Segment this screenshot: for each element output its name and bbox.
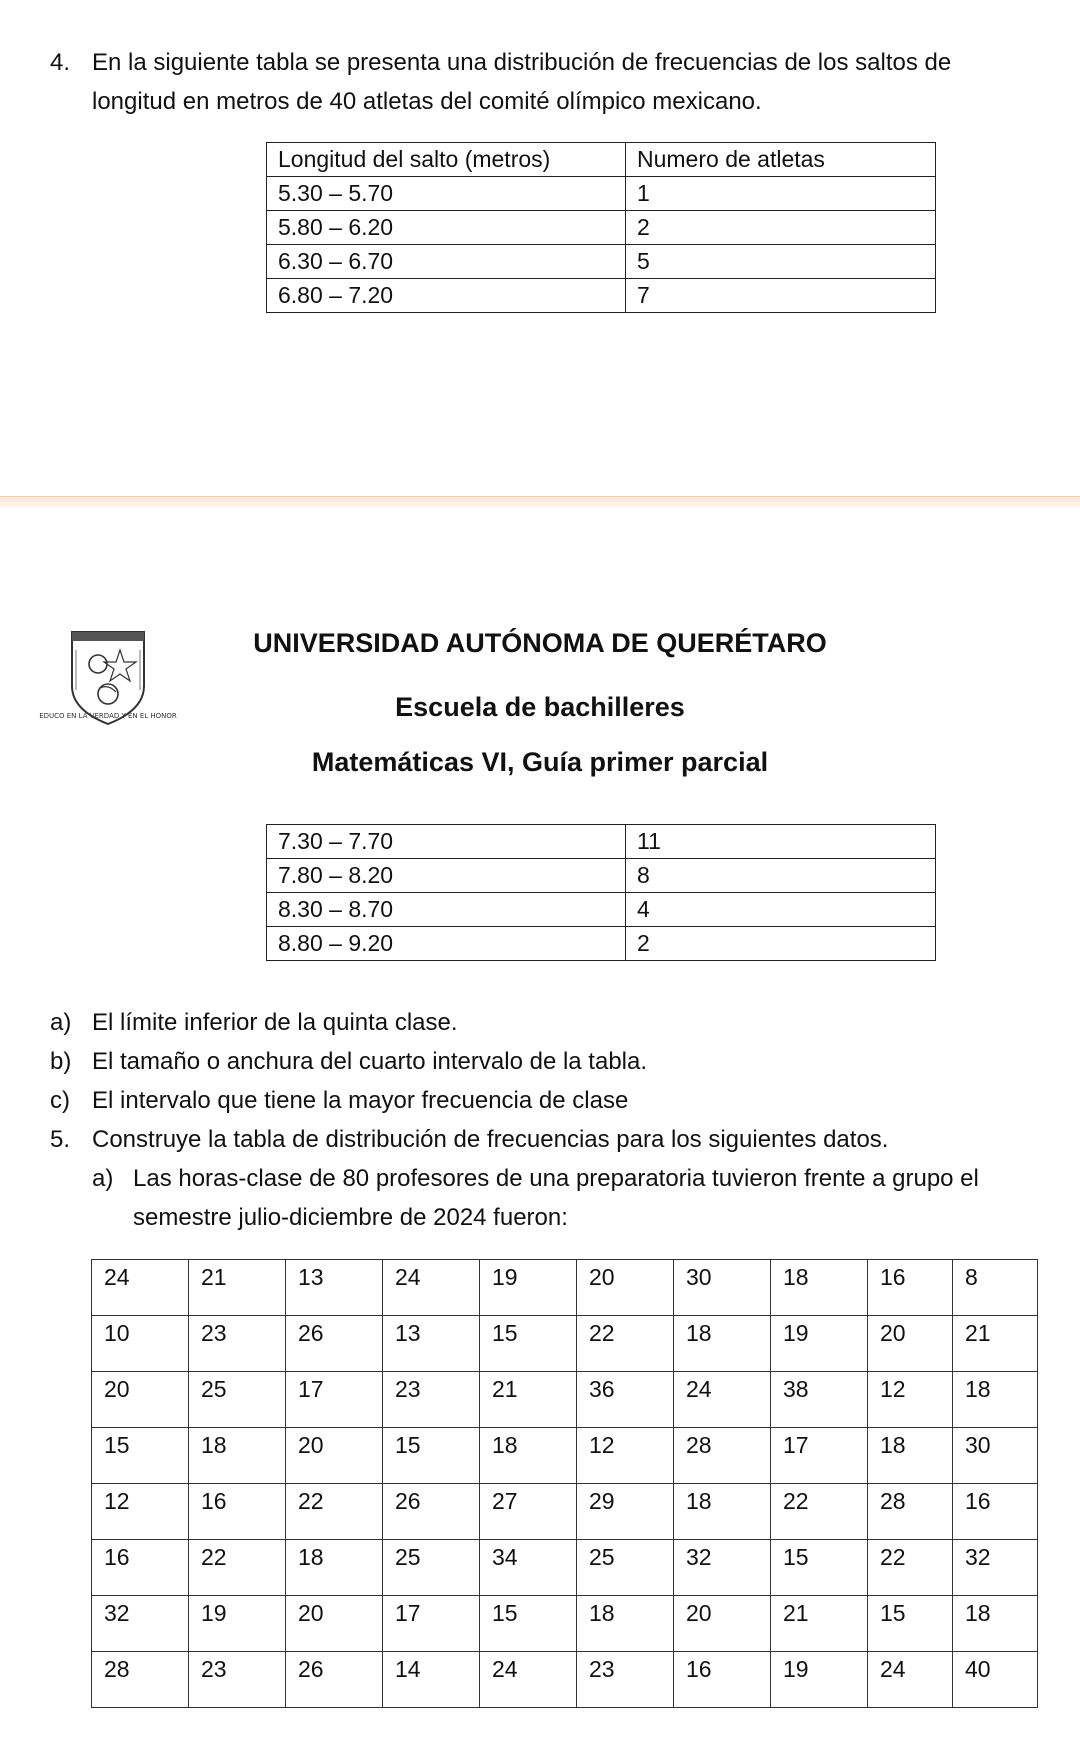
table-cell: 5 <box>626 245 936 279</box>
table-row <box>267 859 936 893</box>
data-cell: 14 <box>383 1652 480 1708</box>
question-a-text: El límite inferior de la quinta clase. <box>92 1009 458 1036</box>
data-cell: 20 <box>286 1596 383 1652</box>
table-cell: 8.80 – 9.20 <box>267 927 626 961</box>
table-cell: 5.30 – 5.70 <box>267 177 626 211</box>
table-row <box>92 1372 1038 1428</box>
header-cell-athletes: Numero de atletas <box>626 143 936 177</box>
frequency-table-bottom <box>266 824 936 961</box>
table-row <box>92 1260 1038 1316</box>
data-cell: 13 <box>383 1316 480 1372</box>
data-cell: 30 <box>953 1428 1038 1484</box>
data-cell: 32 <box>953 1540 1038 1596</box>
table-cell: 6.80 – 7.20 <box>267 279 626 313</box>
table-row <box>92 1652 1038 1708</box>
data-cell: 27 <box>480 1484 577 1540</box>
data-cell: 13 <box>286 1260 383 1316</box>
table-cell: 8 <box>626 859 936 893</box>
data-cell: 18 <box>286 1540 383 1596</box>
data-cell: 22 <box>286 1484 383 1540</box>
data-cell: 16 <box>674 1652 771 1708</box>
data-cell: 25 <box>577 1540 674 1596</box>
table-cell: 7.30 – 7.70 <box>267 825 626 859</box>
data-cell: 15 <box>480 1316 577 1372</box>
data-cell: 19 <box>480 1260 577 1316</box>
question-c-text: El intervalo que tiene la mayor frecuencia de clase <box>92 1087 629 1114</box>
q4-text-line1: En la siguiente tabla se presenta una distribución de frecuencias de los saltos de <box>92 49 952 76</box>
data-cell: 24 <box>383 1260 480 1316</box>
data-cell: 28 <box>868 1484 953 1540</box>
data-cell: 22 <box>577 1316 674 1372</box>
q5-text: Construye la tabla de distribución de frecuencias para los siguientes datos. <box>92 1126 889 1153</box>
data-cell: 12 <box>577 1428 674 1484</box>
table-cell: 6.30 – 6.70 <box>267 245 626 279</box>
table-cell: 7.80 – 8.20 <box>267 859 626 893</box>
table-row <box>267 893 936 927</box>
data-cell: 28 <box>92 1652 189 1708</box>
table-cell: 1 <box>626 177 936 211</box>
data-cell: 20 <box>868 1316 953 1372</box>
q5-sub-line1: Las horas-clase de 80 profesores de una preparatoria tuvieron frente a grupo el <box>133 1165 979 1192</box>
data-cell: 21 <box>953 1316 1038 1372</box>
table-cell: 11 <box>626 825 936 859</box>
data-cell: 30 <box>674 1260 771 1316</box>
frequency-table-top <box>266 142 936 313</box>
table-row <box>92 1484 1038 1540</box>
data-cell: 24 <box>868 1652 953 1708</box>
data-cell: 18 <box>674 1484 771 1540</box>
data-cell: 15 <box>771 1540 868 1596</box>
data-cell: 16 <box>868 1260 953 1316</box>
data-cell: 23 <box>189 1316 286 1372</box>
data-cell: 22 <box>189 1540 286 1596</box>
q5-sub-label: a) <box>92 1165 114 1192</box>
data-cell: 10 <box>92 1316 189 1372</box>
course-title: Matemáticas VI, Guía primer parcial <box>311 747 769 777</box>
data-cell: 17 <box>383 1596 480 1652</box>
page-break-divider <box>0 496 1080 507</box>
data-cell: 28 <box>674 1428 771 1484</box>
question-c-label: c) <box>50 1087 70 1114</box>
data-cell: 21 <box>189 1260 286 1316</box>
logo-motto: EDUCO EN LA VERDAD Y EN EL HONOR <box>39 712 177 720</box>
table-cell: 5.80 – 6.20 <box>267 211 626 245</box>
data-cell: 21 <box>480 1372 577 1428</box>
data-cell: 8 <box>953 1260 1038 1316</box>
data-cell: 18 <box>577 1596 674 1652</box>
data-cell: 18 <box>480 1428 577 1484</box>
data-cell: 19 <box>771 1652 868 1708</box>
table-row <box>92 1316 1038 1372</box>
data-cell: 18 <box>189 1428 286 1484</box>
data-cell: 20 <box>577 1260 674 1316</box>
question-a-label: a) <box>50 1009 72 1036</box>
data-cell: 12 <box>868 1372 953 1428</box>
school-name: Escuela de bachilleres <box>395 692 685 722</box>
data-cell: 15 <box>92 1428 189 1484</box>
data-cell: 24 <box>674 1372 771 1428</box>
q4-number: 4. <box>50 49 71 76</box>
data-cell: 22 <box>868 1540 953 1596</box>
data-cell: 18 <box>953 1372 1038 1428</box>
data-cell: 18 <box>771 1260 868 1316</box>
data-cell: 17 <box>286 1372 383 1428</box>
question-b-text: El tamaño o anchura del cuarto intervalo de la tabla. <box>92 1048 648 1075</box>
table-cell: 4 <box>626 893 936 927</box>
table-cell: 8.30 – 8.70 <box>267 893 626 927</box>
header-cell-length: Longitud del salto (metros) <box>267 143 626 177</box>
data-cell: 19 <box>189 1596 286 1652</box>
data-cell: 36 <box>577 1372 674 1428</box>
data-cell: 16 <box>189 1484 286 1540</box>
data-cell: 18 <box>953 1596 1038 1652</box>
q4-text-line2: longitud en metros de 40 atletas del comité olímpico mexicano. <box>92 88 762 115</box>
data-cell: 15 <box>868 1596 953 1652</box>
data-cell: 29 <box>577 1484 674 1540</box>
q5-sub-line2: semestre julio-diciembre de 2024 fueron: <box>133 1204 568 1231</box>
data-cell: 15 <box>480 1596 577 1652</box>
table-row <box>267 279 936 313</box>
data-cell: 18 <box>868 1428 953 1484</box>
data-cell: 25 <box>189 1372 286 1428</box>
data-cell: 20 <box>286 1428 383 1484</box>
data-cell: 24 <box>92 1260 189 1316</box>
data-cell: 16 <box>92 1540 189 1596</box>
q5-number: 5. <box>50 1126 71 1153</box>
data-cell: 18 <box>674 1316 771 1372</box>
data-cell: 26 <box>383 1484 480 1540</box>
data-cell: 21 <box>771 1596 868 1652</box>
table-row <box>267 927 936 961</box>
table-row <box>267 211 936 245</box>
data-cell: 19 <box>771 1316 868 1372</box>
data-cell: 38 <box>771 1372 868 1428</box>
university-title: UNIVERSIDAD AUTÓNOMA DE QUERÉTARO <box>253 628 827 658</box>
question-b-label: b) <box>50 1048 72 1075</box>
data-cell: 20 <box>92 1372 189 1428</box>
table-header-row <box>267 143 936 177</box>
data-cell: 23 <box>383 1372 480 1428</box>
data-cell: 17 <box>771 1428 868 1484</box>
data-cell: 32 <box>674 1540 771 1596</box>
raw-data-table <box>91 1259 1038 1708</box>
data-cell: 23 <box>577 1652 674 1708</box>
data-cell: 34 <box>480 1540 577 1596</box>
table-cell: 7 <box>626 279 936 313</box>
table-row <box>267 825 936 859</box>
data-cell: 16 <box>953 1484 1038 1540</box>
data-cell: 26 <box>286 1652 383 1708</box>
table-row <box>92 1596 1038 1652</box>
data-cell: 20 <box>674 1596 771 1652</box>
table-row <box>92 1540 1038 1596</box>
table-cell: 2 <box>626 927 936 961</box>
data-cell: 15 <box>383 1428 480 1484</box>
data-cell: 24 <box>480 1652 577 1708</box>
table-cell: 2 <box>626 211 936 245</box>
table-row <box>92 1428 1038 1484</box>
data-cell: 40 <box>953 1652 1038 1708</box>
data-cell: 25 <box>383 1540 480 1596</box>
data-cell: 12 <box>92 1484 189 1540</box>
table-row <box>267 177 936 211</box>
data-cell: 26 <box>286 1316 383 1372</box>
data-cell: 23 <box>189 1652 286 1708</box>
table-row <box>267 245 936 279</box>
data-cell: 22 <box>771 1484 868 1540</box>
data-cell: 32 <box>92 1596 189 1652</box>
